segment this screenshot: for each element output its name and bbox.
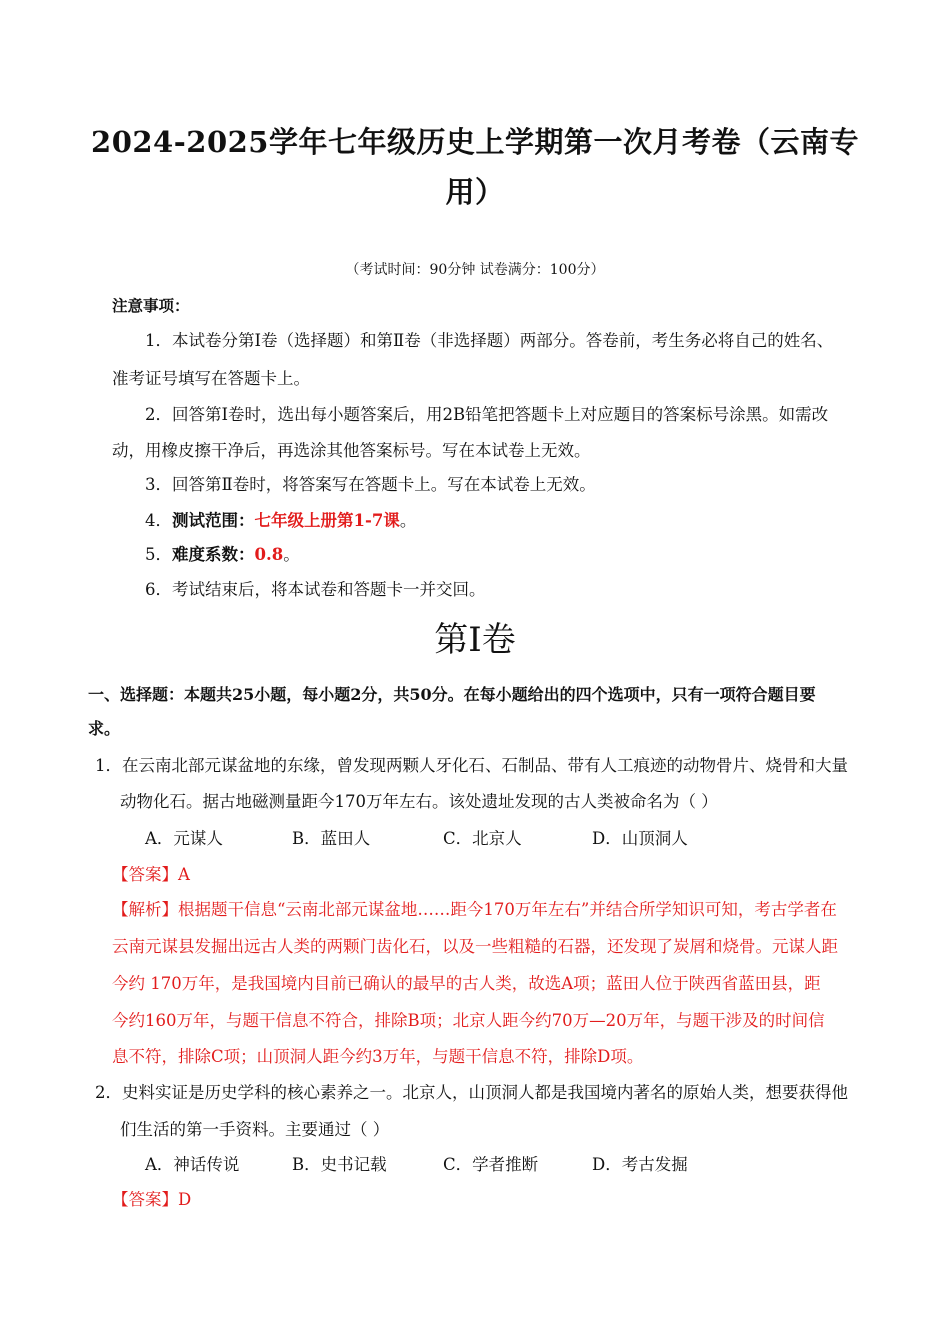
exam-title-line1: 2024-2025学年七年级历史上学期第一次月考卷（云南专 xyxy=(91,125,859,159)
question-2-answer: 【答案】D xyxy=(112,1190,192,1209)
notice-item-3: 3．回答第Ⅱ卷时，将答案写在答题卡上。写在本试卷上无效。 xyxy=(145,475,596,494)
difficulty-value: 0.8 xyxy=(254,545,284,564)
question-2-option-d: D．考古发掘 xyxy=(592,1155,688,1174)
question-1-option-a: A．元谋人 xyxy=(145,829,223,848)
part1-instruction-line2: 求。 xyxy=(88,719,121,738)
part1-instruction-line1: 一、选择题：本题共25小题，每小题2分，共50分。在每小题给出的四个选项中，只有一项符合题目要 xyxy=(88,685,816,704)
question-1-answer: 【答案】A xyxy=(112,865,190,884)
question-1-option-c: C．北京人 xyxy=(443,829,522,848)
question-1-option-d: D．山顶洞人 xyxy=(592,829,688,848)
question-1-analysis-line2: 云南元谋县发掘出远古人类的两颗门齿化石，以及一些粗糙的石器，还发现了炭屑和烧骨。元谋人距 xyxy=(112,937,838,956)
exam-subtitle: （考试时间：90分钟 试卷满分：100分） xyxy=(345,262,605,278)
exam-title-line2: 用） xyxy=(445,175,505,209)
question-1-stem-line1: 1．在云南北部元谋盆地的东缘，曾发现两颗人牙化石、石制品、带有人工痕迹的动物骨片、烧骨和大量 xyxy=(95,756,848,775)
notice-item-4 xyxy=(145,507,416,531)
question-2-stem-line2: 们生活的第一手资料。主要通过（ ） xyxy=(120,1120,390,1139)
notice-item-4-suffix: 。 xyxy=(399,511,417,530)
question-1-analysis-line1: 【解析】根据题干信息“云南北部元谋盆地……距今170万年左右”并结合所学知识可知，考古学者在 xyxy=(112,900,837,919)
notice-item-5-prefix: 5． xyxy=(145,545,172,564)
question-2-option-b: B．史书记载 xyxy=(292,1155,387,1174)
question-2-option-c: C．学者推断 xyxy=(443,1155,539,1174)
question-2-option-a: A．神话传说 xyxy=(145,1155,240,1174)
test-scope-label: 测试范围： xyxy=(172,511,255,530)
notice-heading: 注意事项： xyxy=(112,296,190,315)
question-1-analysis-line5: 息不符，排除C项；山顶洞人距今约3万年，与题干信息不符，排除D项。 xyxy=(112,1047,644,1066)
question-1-option-b: B．蓝田人 xyxy=(292,829,371,848)
section-heading: 第Ⅰ卷 xyxy=(434,620,516,660)
notice-item-5-suffix: 。 xyxy=(283,545,300,564)
test-scope-value: 七年级上册第1-7课 xyxy=(254,511,400,530)
question-1-stem-line2: 动物化石。据古地磁测量距今170万年左右。该处遗址发现的古人类被命名为（ ） xyxy=(120,792,718,811)
notice-item-1-line2: 准考证号填写在答题卡上。 xyxy=(112,369,310,388)
difficulty-label: 难度系数： xyxy=(172,545,255,564)
question-1-analysis-line3: 今约 170万年，是我国境内目前已确认的最早的古人类，故选A项；蓝田人位于陕西省蓝田县，距 xyxy=(112,974,821,993)
notice-item-2-line2: 动，用橡皮擦干净后，再选涂其他答案标号。写在本试卷上无效。 xyxy=(112,441,591,460)
notice-item-6: 6．考试结束后，将本试卷和答题卡一并交回。 xyxy=(145,580,486,599)
notice-item-2-line1: 2．回答第Ⅰ卷时，选出每小题答案后，用2B铅笔把答题卡上对应题目的答案标号涂黑。如需改 xyxy=(145,405,829,424)
notice-item-1-line1: 1．本试卷分第Ⅰ卷（选择题）和第Ⅱ卷（非选择题）两部分。答卷前，考生务必将自己的姓名、 xyxy=(145,331,834,350)
notice-item-4-prefix: 4． xyxy=(145,511,172,530)
notice-item-5 xyxy=(145,541,300,565)
question-2-stem-line1: 2．史料实证是历史学科的核心素养之一。北京人，山顶洞人都是我国境内著名的原始人类，想要获得他 xyxy=(95,1083,848,1102)
question-1-analysis-line4: 今约160万年，与题干信息不符合，排除B项；北京人距今约70万—20万年，与题干涉及的时间信 xyxy=(112,1011,825,1030)
